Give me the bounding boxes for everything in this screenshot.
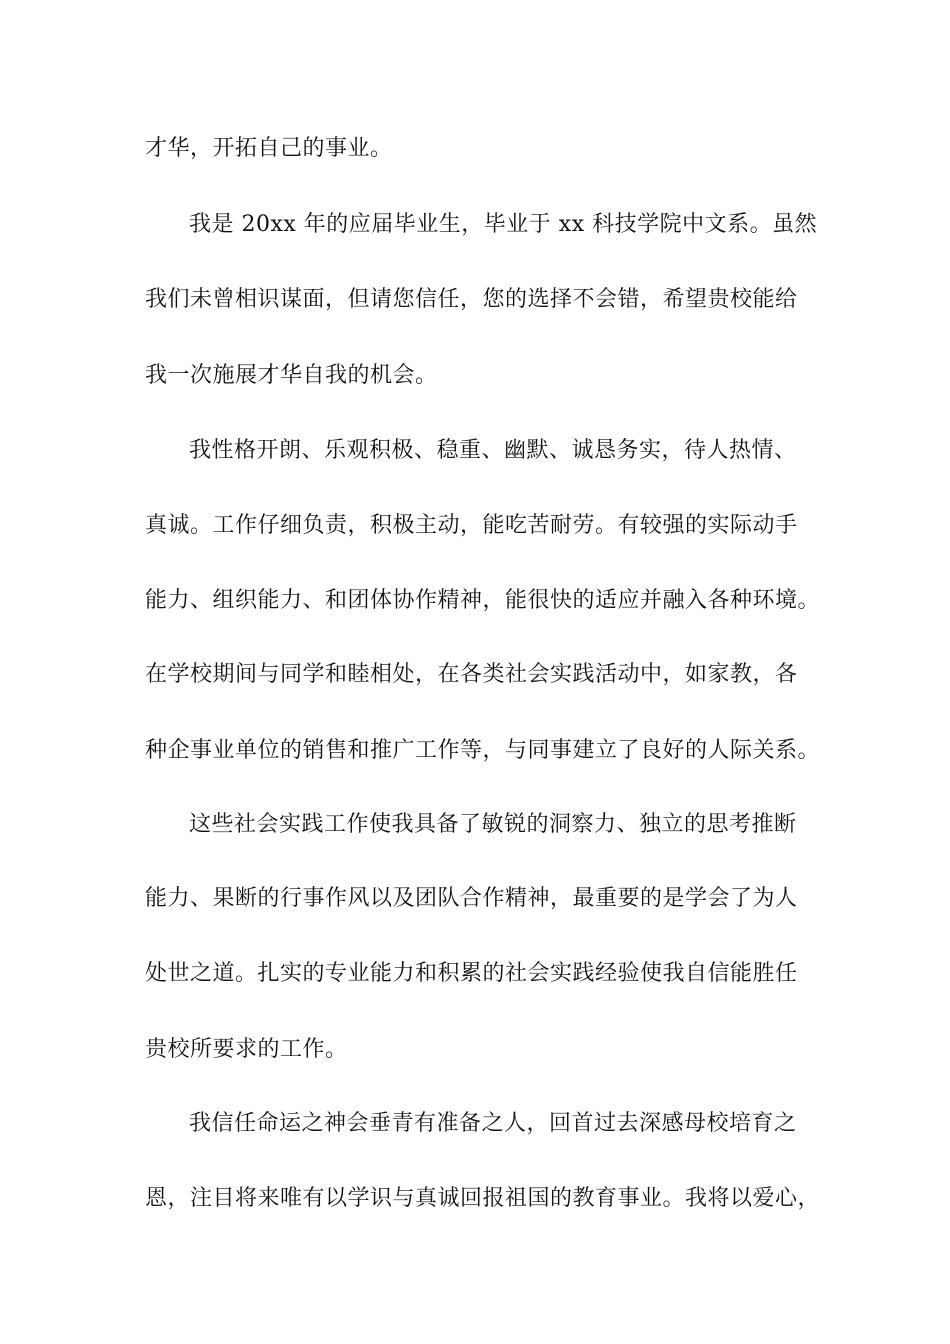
paragraph-first-line: 我信任命运之神会垂青有准备之人，回首过去深感母校培育之	[189, 1111, 797, 1136]
text-line: 我一次施展才华自我的机会。	[145, 363, 438, 388]
text-line: 恩，注目将来唯有以学识与真诚回报祖国的教育事业。我将以爱心，	[145, 1186, 821, 1211]
text-line: 在学校期间与同学和睦相处，在各类社会实践活动中，如家教，各	[145, 662, 798, 687]
text-line: 能力、组织能力、和团体协作精神，能很快的适应并融入各种环境。	[145, 588, 821, 613]
text-line: 处世之道。扎实的专业能力和积累的社会实践经验使我自信能胜任	[145, 961, 798, 986]
text-line: 能力、果断的行事作风以及团队合作精神，最重要的是学会了为人	[145, 886, 798, 911]
text-line: 贵校所要求的工作。	[145, 1037, 348, 1062]
text-line: 真诚。工作仔细负责，积极主动，能吃苦耐劳。有较强的实际动手	[145, 513, 798, 538]
text-line: 才华，开拓自己的事业。	[145, 136, 393, 161]
paragraph-first-line: 我性格开朗、乐观积极、稳重、幽默、诚恳务实，待人热情、	[189, 438, 797, 463]
text-line: 种企事业单位的销售和推广工作等，与同事建立了良好的人际关系。	[145, 738, 821, 763]
paragraph-first-line: 我是 20xx 年的应届毕业生，毕业于 xx 科技学院中文系。虽然	[189, 212, 818, 237]
text-line: 我们未曾相识谋面，但请您信任，您的选择不会错，希望贵校能给	[145, 287, 798, 312]
paragraph-first-line: 这些社会实践工作使我具备了敏锐的洞察力、独立的思考推断	[189, 812, 797, 837]
